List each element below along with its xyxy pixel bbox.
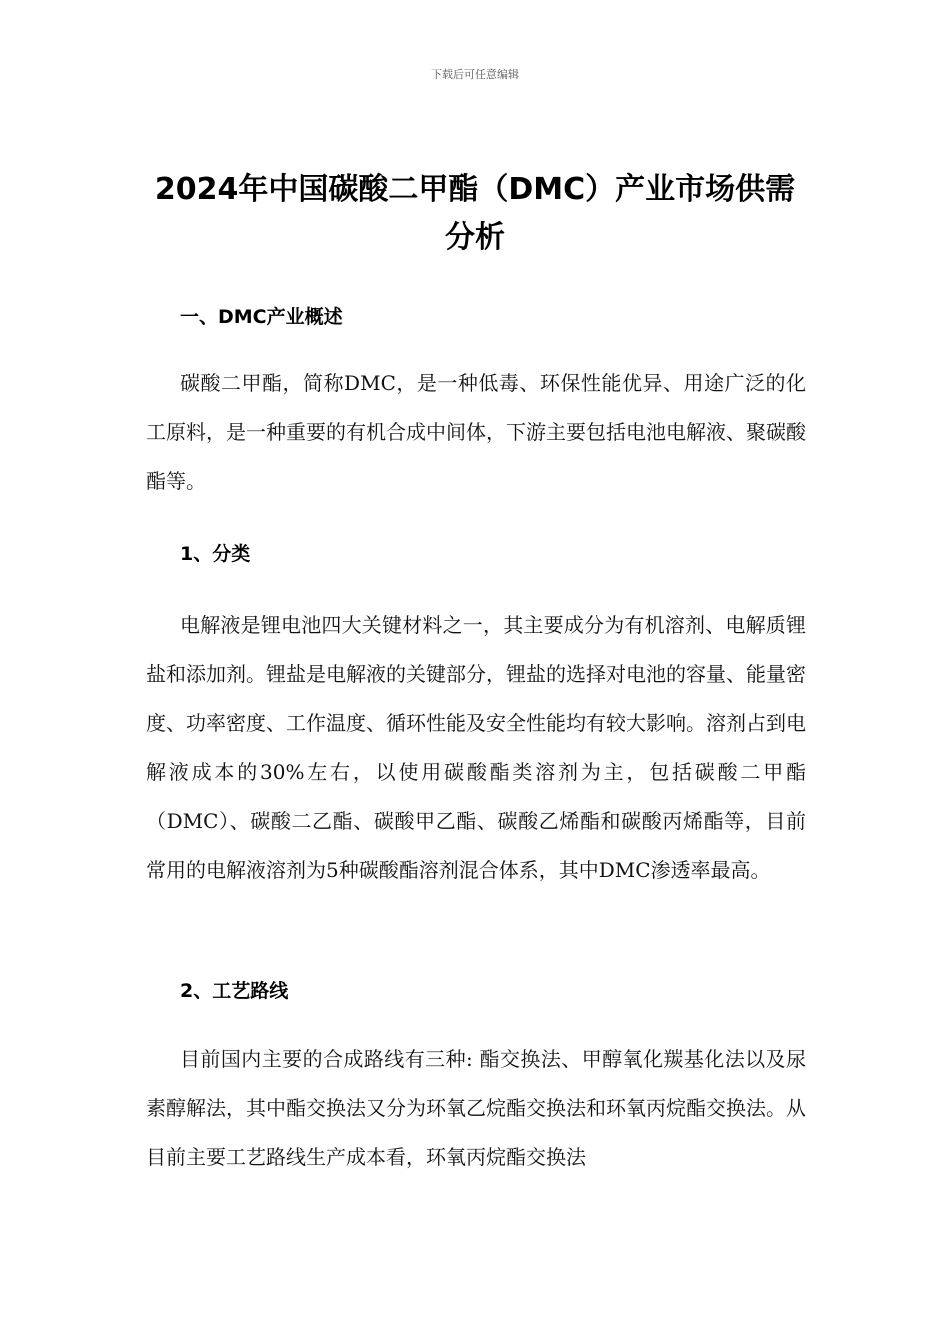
section-heading: 1、分类: [180, 543, 251, 565]
section-paragraph-overview: [146, 359, 806, 506]
section-heading-overview: [146, 302, 806, 332]
section-heading: 一、DMC产业概述: [180, 306, 343, 328]
section-paragraph-process-route: [146, 1035, 806, 1182]
section-paragraph-classification: [146, 601, 806, 895]
body-paragraph: 碳酸二甲酯，简称DMC，是一种低毒、环保性能优异、用途广泛的化工原料，是一种重要的有机合成中间体，下游主要包括电池电解液、聚碳酸酯等。: [146, 371, 806, 493]
body-paragraph: 电解液是锂电池四大关键材料之一，其主要成分为有机溶剂、电解质锂盐和添加剂。锂盐是电解液的关键部分，锂盐的选择对电池的容量、能量密度、功率密度、工作温度、循环性能及安全性能均有较大影响。溶剂占到电解液成本的30%左右，以使用碳酸酯类溶剂为主，包括碳酸二甲酯（DMC）、碳酸二乙酯、碳酸甲乙酯、碳酸乙烯酯和碳酸丙烯酯等，目前常用的电解液溶剂为5种碳酸酯溶剂混合体系，其中DMC渗透率最高。: [146, 613, 806, 882]
section-heading: 2、工艺路线: [180, 980, 289, 1002]
body-paragraph: 目前国内主要的合成路线有三种: 酯交换法、甲醇氧化羰基化法以及尿素醇解法，其中酯交换法又分为环氧乙烷酯交换法和环氧丙烷酯交换法。从目前主要工艺路线生产成本看，环氧丙烷酯交换法: [146, 1047, 806, 1169]
section-heading-classification: [146, 539, 806, 569]
document-title: 2024年中国碳酸二甲酯（DMC）产业市场供需分析: [154, 172, 796, 255]
section-heading-process-route: [146, 976, 806, 1006]
page-header: 下载后可任意编辑: [431, 68, 519, 81]
